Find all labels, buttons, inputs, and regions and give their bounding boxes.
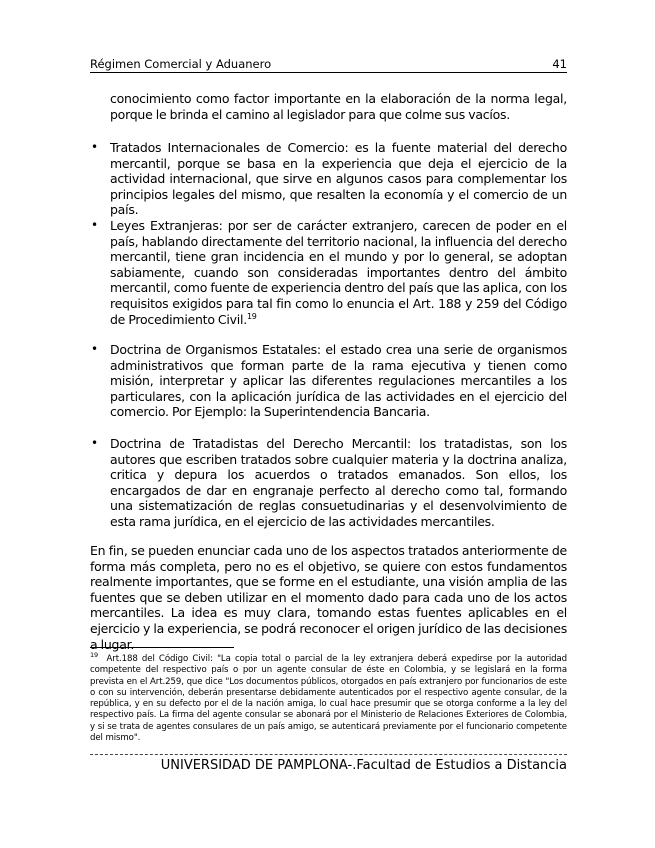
page-footer: UNIVERSIDAD DE PAMPLONA-.Facultad de Estudios a Distancia xyxy=(160,758,567,773)
bullet-text: Doctrina de Organismos Estatales: el estado crea una serie de organismos administrativos que forman parte de la rama ejecutiva y tienen como misión, interpretar y aplicar las diferentes regulaciones mercantiles a los particulares, con la aplicación jurídica de las actividades en el ejercicio del comercio. Por Ejemplo: la Superintendencia Bancaria. xyxy=(110,342,567,420)
footnote-text: Art.188 del Código Civil: "La copia total o parcial de la ley extranjera deberá expedirse por la autoridad competente del respectivo país o por un agente consular de éste en Colombia, y se legislará en la forma prevista en el Art.259, que dice "Los documentos públicos, otorgados en país extranjero por funcionarios de este o con su intervención, deberán presentarse debidamente autenticados por el respectivo agente consular, de la república, y en su defecto por el de la nación amiga, lo cual hace presumir que se otorga conforme a la ley del respectivo país. La firma del agente consular se abonará por el Ministerio de Relaciones Exteriores de Colombia, y si se trata de agentes consulares de un país amigo, se autenticará previamente por el funcionario competente del mismo". xyxy=(90,654,567,744)
page-header xyxy=(90,57,567,73)
footer-divider xyxy=(90,754,567,755)
footnote xyxy=(90,651,567,744)
bullet-icon: • xyxy=(91,218,99,232)
bullet-icon: • xyxy=(91,436,99,450)
footnote-number: 19 xyxy=(90,651,99,660)
continuation-paragraph: conocimiento como factor importante en la elaboración de la norma legal, porque le brinda el camino al legislador para que colme sus vacíos. xyxy=(110,91,567,122)
closing-paragraph: En fin, se pueden enunciar cada uno de los aspectos tratados anteriormente de forma más completa, pero no es el objetivo, se quiere con estos fundamentos realmente importantes, que se forme en el estudiante, una visión amplia de las fuentes que se deben utilizar en el momento dado para cada uno de los actos mercantiles. La idea es muy clara, tomando estas fuentes aplicables en el ejercicio y la experiencia, se podrá reconocer el origen jurídico de las decisiones a lugar. xyxy=(90,543,567,652)
bullet-text-with-footnote xyxy=(110,218,567,327)
bullet-text: Tratados Internacionales de Comercio: es la fuente material del derecho mercantil, porque se basa en la experiencia que deja el ejercicio de la actividad internacional, que sirve en algunos casos para complementar los principios legales del mismo, que resalten la economía y el comercio de un país. xyxy=(110,140,567,218)
page-number: 41 xyxy=(552,57,567,71)
bullet-icon: • xyxy=(91,140,99,154)
footnote-divider xyxy=(90,647,234,648)
header-title: Régimen Comercial y Aduanero xyxy=(90,57,272,71)
bullet-text: Leyes Extranjeras: por ser de carácter extranjero, carecen de poder en el país, hablando directamente del territorio nacional, la influencia del derecho mercantil, tiene gran incidencia en el mundo y por lo general, se adoptan sabiamente, cuando son consideradas importantes dentro del ámbito mercantil, como fuente de experiencia dentro del país que las aplica, con los requisitos exigidos para tal fin como lo enuncia el Art. 188 y 259 del Código de Procedimiento Civil. xyxy=(110,218,567,327)
footnote-reference[interactable]: 19 xyxy=(246,311,257,321)
bullet-text: Doctrina de Tratadistas del Derecho Mercantil: los tratadistas, son los autores que escriben tratados sobre cualquier materia y la doctrina analiza, critica y depura los acuerdos o tratados emanados. Son ellos, los encargados de dar en engranaje perfecto al derecho como tal, formando una sistematización de reglas consuetudinarias y el desenvolvimiento de esta rama jurídica, en el ejercicio de las actividades mercantiles. xyxy=(110,436,567,529)
bullet-icon: • xyxy=(91,342,99,356)
